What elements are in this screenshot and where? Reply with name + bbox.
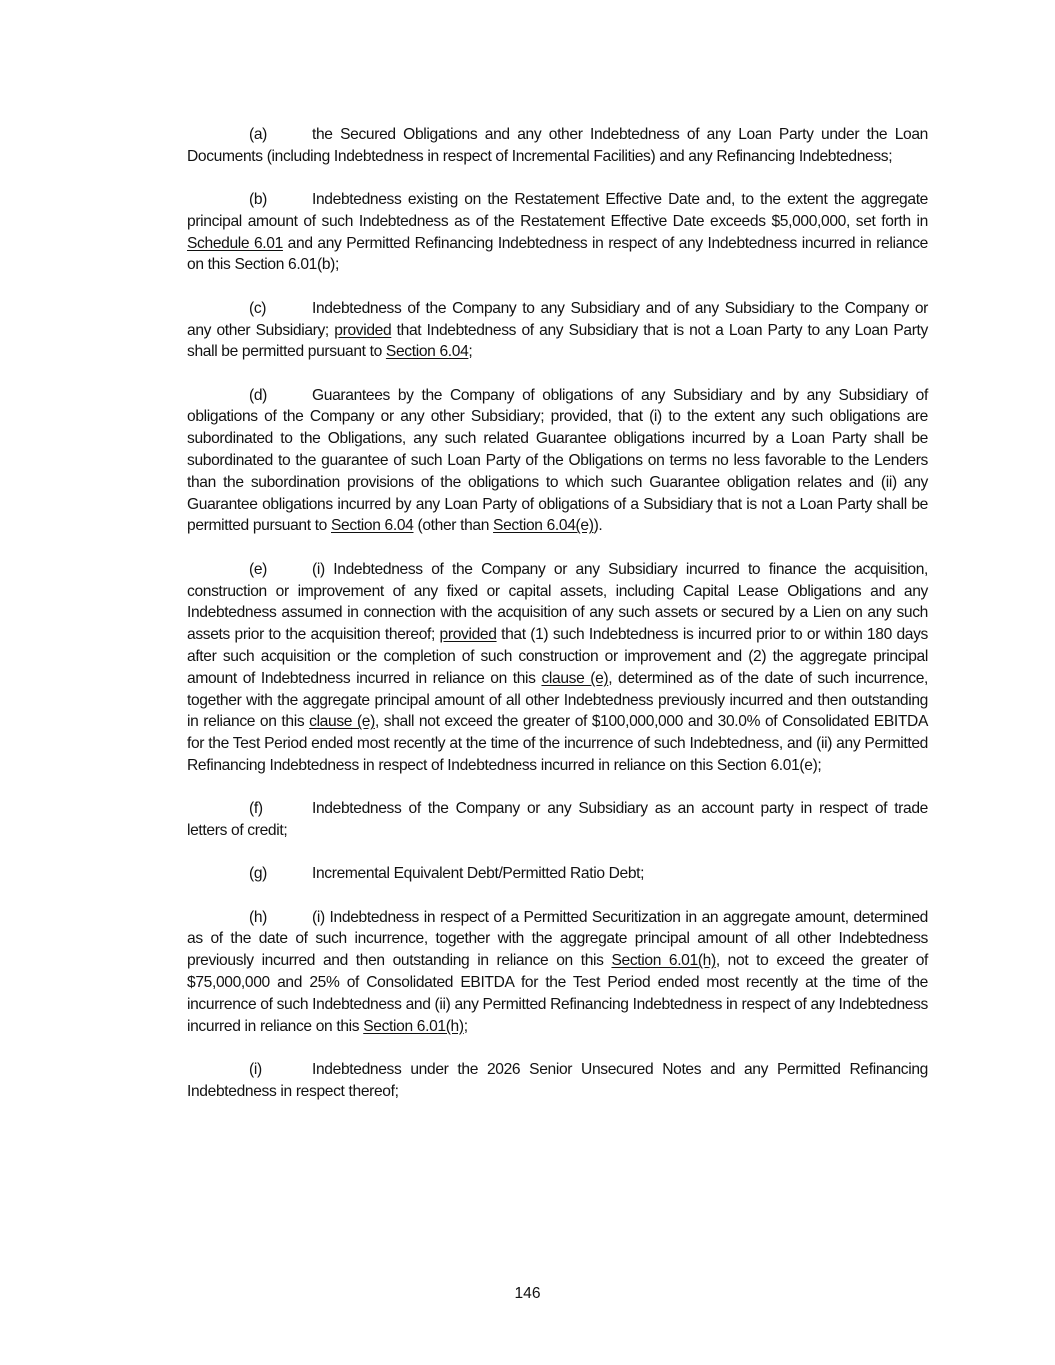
clause-label: (a) bbox=[249, 126, 268, 143]
clause-text: ). bbox=[593, 517, 603, 535]
clause-text: , determined as of the date of such incurrence, together with the aggregate principal amount of all other Indebtedness previously incurred and then outstanding in reliance on this bbox=[187, 669, 928, 731]
clause-text: Incremental Equivalent Debt/Permitted Ratio Debt; bbox=[312, 865, 645, 883]
proviso-term: provided bbox=[334, 321, 392, 339]
document-body bbox=[187, 124, 928, 1124]
clause-label: (e) bbox=[249, 560, 268, 578]
clause-text: (other than bbox=[413, 517, 494, 535]
clause-label: (b) bbox=[249, 191, 268, 209]
clause-label: (i) bbox=[249, 1060, 262, 1078]
proviso-term: provided bbox=[439, 626, 497, 644]
clause-reference: clause (e) bbox=[541, 669, 609, 687]
clause-label: (d) bbox=[249, 386, 268, 404]
clause-text: Indebtedness of the Company to any Subsidiary and of any Subsidiary to the Company or any other Subsidiary; bbox=[187, 299, 928, 339]
clause-text: that (1) such Indebtedness is incurred prior to or within 180 days after such acquisition or the completion of such construction or improvement and (2) the aggregate principal amount of Indebtedness incurred in reliance on this bbox=[187, 626, 928, 687]
clause-h bbox=[187, 907, 928, 1038]
clause-text: that Indebtedness of any Subsidiary that is not a Loan Party to any Loan Party shall be permitted pursuant to bbox=[187, 321, 928, 361]
clause-text: Indebtedness of the Company or any Subsidiary as an account party in respect of trade letters of credit; bbox=[187, 800, 928, 840]
section-reference: Section 6.04(e) bbox=[493, 517, 594, 535]
clause-a bbox=[187, 124, 928, 168]
clause-text: , shall not exceed the greater of $100,000,000 and 30.0% of Consolidated EBITDA for the Test Period ended most recently at the time of the incurrence of such Indebtedness, and (ii) any Permitted Refinancing Indebtedness in respect of Indebtedness incurred in reliance on this Section 6.01(e); bbox=[187, 713, 929, 774]
clause-text: and any Permitted Refinancing Indebtedness in respect of any Indebtedness incurred in reliance on this Section 6.01(b); bbox=[187, 234, 928, 274]
clause-label: (c) bbox=[249, 299, 267, 317]
page-number: 146 bbox=[514, 1285, 541, 1302]
clause-label: (g) bbox=[249, 865, 268, 883]
section-reference: Section 6.01(h) bbox=[363, 1017, 464, 1035]
clause-i bbox=[187, 1059, 928, 1103]
schedule-reference: Schedule 6.01 bbox=[187, 234, 283, 252]
clause-d bbox=[187, 385, 928, 538]
section-reference: Section 6.04 bbox=[331, 517, 414, 535]
clause-text: Indebtedness under the 2026 Senior Unsecured Notes and any Permitted Refinancing Indebtedness in respect thereof; bbox=[187, 1060, 928, 1100]
section-reference: Section 6.04 bbox=[385, 343, 469, 361]
clause-text: Guarantees by the Company of obligations of any Subsidiary and by any Subsidiary of obligations of the Company or any other Subsidiary; provided, that (i) to the extent any such obligations are subordinated to the Obligations, any such related Guarantee obligations incurred by a Loan Party shall be subordinated to the guarantee of such Loan Party of the Obligations on terms no less favorable to the Lenders than the subordination provisions of the obligations to which such Guarantee obligation relates and (ii) any Guarantee obligations incurred by any Loan Party of obligations of a Subsidiary that is not a Loan Party shall be permitted pursuant to bbox=[187, 386, 928, 535]
clause-text: (i) Indebtedness of the Company or any Subsidiary incurred to finance the acquisition, construction or improvement of any fixed or capital assets, including Capital Lease Obligations and any Indebtedness assumed in connection with the acquisition of any such assets or secured by a Lien on any such assets prior to the acquisition thereof; bbox=[187, 560, 928, 644]
clause-e bbox=[187, 559, 928, 777]
clause-b bbox=[187, 189, 928, 276]
clause-text: (i) Indebtedness in respect of a Permitted Securitization in an aggregate amount, determined as of the date of such incurrence, together with the aggregate principal amount of all other Indebtedness previously incurred and then outstanding in reliance on this bbox=[187, 908, 928, 970]
clause-text: ; bbox=[468, 343, 473, 361]
clause-text: Indebtedness existing on the Restatement Effective Date and, to the extent the aggregate principal amount of such Indebtedness as of the Restatement Effective Date exceeds $5,000,000, set forth in bbox=[187, 191, 928, 230]
section-reference: Section 6.01(h) bbox=[611, 952, 716, 970]
clause-label: (f) bbox=[249, 800, 263, 818]
clause-text: the Secured Obligations and any other Indebtedness of any Loan Party under the Loan Documents (including Indebtedness in respect of Incremental Facilities) and any Refinancing Indebtedness; bbox=[187, 126, 928, 165]
clause-label: (h) bbox=[249, 908, 268, 926]
clause-g bbox=[187, 863, 928, 885]
clause-text: , not to exceed the greater of $75,000,000 and 25% of Consolidated EBITDA for the Test Period ended most recently at the time of the incurrence of such Indebtedness and (ii) any Permitted Refinancing Indebtedness in respect of any Indebtedness incurred in reliance on this bbox=[187, 952, 928, 1035]
clause-reference: clause (e) bbox=[309, 713, 375, 731]
clause-text: ; bbox=[463, 1017, 468, 1035]
clause-f bbox=[187, 798, 928, 842]
clause-c bbox=[187, 298, 928, 363]
